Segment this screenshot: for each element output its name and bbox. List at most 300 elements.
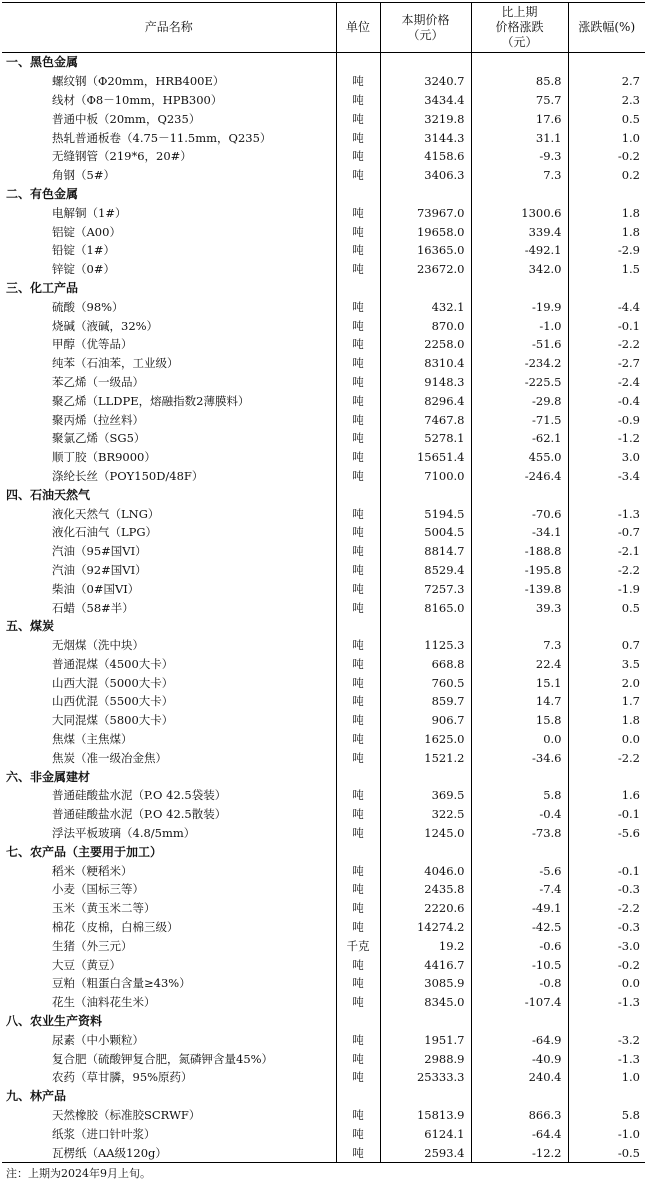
table-row <box>2 655 645 674</box>
change-pct-cell: -1.3 <box>568 1049 645 1068</box>
change-pct-cell: 1.0 <box>568 1068 645 1087</box>
product-name-cell: 硫酸（98%） <box>52 299 124 314</box>
unit-cell: 吨 <box>336 561 380 580</box>
table-row <box>2 1049 645 1068</box>
current-price-cell: 8165.0 <box>380 598 471 617</box>
current-price-cell: 6124.1 <box>380 1124 471 1143</box>
product-name-cell: 热轧普通板卷（4.75－11.5mm，Q235） <box>52 130 272 145</box>
header-unit: 单位 <box>336 3 380 53</box>
unit-cell: 吨 <box>336 542 380 561</box>
table-row <box>2 354 645 373</box>
empty-cell <box>380 842 471 861</box>
current-price-cell: 5194.5 <box>380 504 471 523</box>
unit-cell: 吨 <box>336 955 380 974</box>
unit-cell: 吨 <box>336 1068 380 1087</box>
product-name-cell: 小麦（国标三等） <box>52 882 144 897</box>
category-row <box>2 185 645 204</box>
header-product-name: 产品名称 <box>2 3 336 53</box>
price-change-cell: 240.4 <box>471 1068 568 1087</box>
current-price-cell: 16365.0 <box>380 241 471 260</box>
price-change-cell: -0.6 <box>471 936 568 955</box>
change-pct-cell: 1.7 <box>568 692 645 711</box>
current-price-cell: 2220.6 <box>380 899 471 918</box>
change-pct-cell: 2.7 <box>568 72 645 91</box>
price-change-cell: -10.5 <box>471 955 568 974</box>
category-title: 八、农业生产资料 <box>6 1014 103 1029</box>
product-name-cell: 豆粕（粗蛋白含量≥43%） <box>52 976 191 991</box>
product-name-cell: 普通硅酸盐水泥（P.O 42.5袋装） <box>52 788 227 803</box>
product-name-cell: 锌锭（0#） <box>52 262 115 277</box>
product-name-cell: 焦煤（主焦煤） <box>52 732 133 747</box>
category-title: 三、化工产品 <box>6 280 79 295</box>
unit-cell: 吨 <box>336 993 380 1012</box>
price-change-cell: -492.1 <box>471 241 568 260</box>
change-pct-cell: -2.2 <box>568 748 645 767</box>
price-change-cell: -19.9 <box>471 297 568 316</box>
current-price-cell: 322.5 <box>380 805 471 824</box>
product-name-cell: 棉花（皮棉，白棉三级） <box>52 920 179 935</box>
change-pct-cell: -0.3 <box>568 918 645 937</box>
category-row <box>2 767 645 786</box>
table-row <box>2 297 645 316</box>
unit-cell: 吨 <box>336 72 380 91</box>
empty-cell <box>380 185 471 204</box>
unit-cell: 吨 <box>336 410 380 429</box>
empty-cell <box>568 1012 645 1031</box>
price-change-cell: -9.3 <box>471 147 568 166</box>
product-name-cell: 生猪（外三元） <box>52 938 133 953</box>
change-pct-cell: -0.1 <box>568 316 645 335</box>
product-name-cell: 柴油（0#国VI） <box>52 581 140 596</box>
change-pct-cell: -3.0 <box>568 936 645 955</box>
table-row <box>2 579 645 598</box>
table-header <box>2 3 645 53</box>
current-price-cell: 1521.2 <box>380 748 471 767</box>
price-change-cell: -188.8 <box>471 542 568 561</box>
category-row <box>2 53 645 72</box>
price-change-cell: -12.2 <box>471 1143 568 1162</box>
current-price-cell: 3085.9 <box>380 974 471 993</box>
product-name-cell: 苯乙烯（一级品） <box>52 374 144 389</box>
unit-cell: 吨 <box>336 297 380 316</box>
unit-cell: 吨 <box>336 354 380 373</box>
unit-cell: 吨 <box>336 655 380 674</box>
price-change-cell: -64.4 <box>471 1124 568 1143</box>
table-row <box>2 1030 645 1049</box>
empty-cell <box>336 767 380 786</box>
price-change-cell: 455.0 <box>471 448 568 467</box>
price-change-cell: -42.5 <box>471 918 568 937</box>
price-change-cell: -71.5 <box>471 410 568 429</box>
current-price-cell: 668.8 <box>380 655 471 674</box>
change-pct-cell: 2.3 <box>568 91 645 110</box>
current-price-cell: 1625.0 <box>380 730 471 749</box>
category-row <box>2 279 645 298</box>
table-row <box>2 373 645 392</box>
current-price-cell: 870.0 <box>380 316 471 335</box>
unit-cell: 吨 <box>336 748 380 767</box>
unit-cell: 吨 <box>336 504 380 523</box>
product-name-cell: 甲醇（优等品） <box>52 337 133 352</box>
change-pct-cell: -2.2 <box>568 899 645 918</box>
change-pct-cell: -1.0 <box>568 1124 645 1143</box>
product-name-cell: 聚丙烯（拉丝料） <box>52 412 144 427</box>
product-name-cell: 线材（Φ8－10mm，HPB300） <box>52 92 223 107</box>
change-pct-cell: -4.4 <box>568 297 645 316</box>
table-row <box>2 260 645 279</box>
table-row <box>2 316 645 335</box>
price-change-cell: -195.8 <box>471 561 568 580</box>
current-price-cell: 7257.3 <box>380 579 471 598</box>
change-pct-cell: -2.7 <box>568 354 645 373</box>
category-row <box>2 485 645 504</box>
price-change-cell: -70.6 <box>471 504 568 523</box>
unit-cell: 吨 <box>336 373 380 392</box>
unit-cell: 吨 <box>336 91 380 110</box>
price-change-cell: 7.3 <box>471 636 568 655</box>
empty-cell <box>380 767 471 786</box>
current-price-cell: 4046.0 <box>380 861 471 880</box>
price-change-cell: -73.8 <box>471 824 568 843</box>
change-pct-cell: -0.3 <box>568 880 645 899</box>
empty-cell <box>471 185 568 204</box>
change-pct-cell: -0.9 <box>568 410 645 429</box>
unit-cell: 吨 <box>336 1124 380 1143</box>
current-price-cell: 432.1 <box>380 297 471 316</box>
change-pct-cell: 1.8 <box>568 222 645 241</box>
current-price-cell: 7467.8 <box>380 410 471 429</box>
category-title: 七、农产品（主要用于加工） <box>6 844 163 859</box>
empty-cell <box>471 1087 568 1106</box>
table-body <box>2 53 645 1163</box>
current-price-cell: 2593.4 <box>380 1143 471 1162</box>
table-row <box>2 805 645 824</box>
category-title: 九、林产品 <box>6 1089 67 1104</box>
current-price-cell: 9148.3 <box>380 373 471 392</box>
empty-cell <box>568 617 645 636</box>
current-price-cell: 760.5 <box>380 673 471 692</box>
product-name-cell: 无缝钢管（219*6，20#） <box>52 149 192 164</box>
current-price-cell: 5278.1 <box>380 429 471 448</box>
current-price-cell: 3406.3 <box>380 166 471 185</box>
product-name-cell: 石蜡（58#半） <box>52 600 134 615</box>
current-price-cell: 1951.7 <box>380 1030 471 1049</box>
change-pct-cell: 3.5 <box>568 655 645 674</box>
table-row <box>2 1143 645 1162</box>
current-price-cell: 3219.8 <box>380 109 471 128</box>
table-row <box>2 429 645 448</box>
empty-cell <box>568 767 645 786</box>
current-price-cell: 8814.7 <box>380 542 471 561</box>
price-change-cell: 5.8 <box>471 786 568 805</box>
change-pct-cell: -0.1 <box>568 805 645 824</box>
unit-cell: 吨 <box>336 109 380 128</box>
current-price-cell: 4158.6 <box>380 147 471 166</box>
table-row <box>2 542 645 561</box>
current-price-cell: 1245.0 <box>380 824 471 843</box>
header-current-price: 本期价格 （元） <box>380 3 471 53</box>
unit-cell: 吨 <box>336 316 380 335</box>
product-name-cell: 浮法平板玻璃（4.8/5mm） <box>52 826 196 841</box>
current-price-cell: 19658.0 <box>380 222 471 241</box>
unit-cell: 吨 <box>336 974 380 993</box>
table-row <box>2 711 645 730</box>
table-row <box>2 1068 645 1087</box>
table-row <box>2 918 645 937</box>
current-price-cell: 859.7 <box>380 692 471 711</box>
product-name-cell: 稻米（粳稻米） <box>52 863 133 878</box>
unit-cell: 吨 <box>336 861 380 880</box>
unit-cell: 吨 <box>336 824 380 843</box>
price-change-cell: -5.6 <box>471 861 568 880</box>
table-row <box>2 673 645 692</box>
price-change-cell: -7.4 <box>471 880 568 899</box>
table-row <box>2 147 645 166</box>
current-price-cell: 15813.9 <box>380 1106 471 1125</box>
table-row <box>2 880 645 899</box>
change-pct-cell: -0.1 <box>568 861 645 880</box>
price-change-cell: 7.3 <box>471 166 568 185</box>
price-change-cell: 339.4 <box>471 222 568 241</box>
table-row <box>2 936 645 955</box>
unit-cell: 吨 <box>336 448 380 467</box>
change-pct-cell: -2.4 <box>568 373 645 392</box>
product-name-cell: 天然橡胶（标准胶SCRWF） <box>52 1108 201 1123</box>
change-pct-cell: -3.4 <box>568 467 645 486</box>
change-pct-cell: 1.0 <box>568 128 645 147</box>
price-change-cell: 342.0 <box>471 260 568 279</box>
change-pct-cell: 0.5 <box>568 109 645 128</box>
change-pct-cell: -0.2 <box>568 147 645 166</box>
unit-cell: 吨 <box>336 711 380 730</box>
current-price-cell: 1125.3 <box>380 636 471 655</box>
unit-cell: 吨 <box>336 692 380 711</box>
category-title: 一、黑色金属 <box>6 55 79 70</box>
change-pct-cell: -0.2 <box>568 955 645 974</box>
empty-cell <box>471 279 568 298</box>
product-name-cell: 农药（草甘膦，95%原药） <box>52 1070 193 1085</box>
price-change-cell: -34.6 <box>471 748 568 767</box>
price-change-cell: 15.8 <box>471 711 568 730</box>
product-name-cell: 普通中板（20mm，Q235） <box>52 111 201 126</box>
product-name-cell: 液化石油气（LPG） <box>52 525 158 540</box>
empty-cell <box>471 485 568 504</box>
empty-cell <box>380 485 471 504</box>
product-name-cell: 铝锭（A00） <box>52 224 121 239</box>
product-name-cell: 汽油（95#国VI） <box>52 544 147 559</box>
empty-cell <box>568 842 645 861</box>
product-name-cell: 电解铜（1#） <box>52 205 127 220</box>
change-pct-cell: -2.9 <box>568 241 645 260</box>
empty-cell <box>336 842 380 861</box>
price-change-cell: 0.0 <box>471 730 568 749</box>
current-price-cell: 15651.4 <box>380 448 471 467</box>
empty-cell <box>568 53 645 72</box>
empty-cell <box>336 485 380 504</box>
change-pct-cell: 3.0 <box>568 448 645 467</box>
unit-cell: 吨 <box>336 429 380 448</box>
current-price-cell: 3434.4 <box>380 91 471 110</box>
product-name-cell: 复合肥（硫酸钾复合肥，氮磷钾含量45%） <box>52 1051 274 1066</box>
table-row <box>2 128 645 147</box>
category-title: 五、煤炭 <box>6 619 55 634</box>
unit-cell: 吨 <box>336 918 380 937</box>
footnote: 注：上期为2024年9月上旬。 <box>6 1167 151 1180</box>
change-pct-cell: 0.0 <box>568 974 645 993</box>
table-row <box>2 166 645 185</box>
current-price-cell: 369.5 <box>380 786 471 805</box>
price-change-cell: -234.2 <box>471 354 568 373</box>
current-price-cell: 3240.7 <box>380 72 471 91</box>
unit-cell: 千克 <box>336 936 380 955</box>
empty-cell <box>380 53 471 72</box>
product-name-cell: 顺丁胶（BR9000） <box>52 450 156 465</box>
table-row <box>2 504 645 523</box>
empty-cell <box>568 485 645 504</box>
change-pct-cell: 1.8 <box>568 711 645 730</box>
change-pct-cell: -0.7 <box>568 523 645 542</box>
table-row <box>2 391 645 410</box>
product-name-cell: 普通混煤（4500大卡） <box>52 656 174 671</box>
unit-cell: 吨 <box>336 1143 380 1162</box>
current-price-cell: 4416.7 <box>380 955 471 974</box>
unit-cell: 吨 <box>336 786 380 805</box>
price-table-container <box>2 2 645 1163</box>
unit-cell: 吨 <box>336 203 380 222</box>
table-row <box>2 730 645 749</box>
price-change-cell: -139.8 <box>471 579 568 598</box>
current-price-cell: 73967.0 <box>380 203 471 222</box>
table-row <box>2 561 645 580</box>
unit-cell: 吨 <box>336 222 380 241</box>
current-price-cell: 906.7 <box>380 711 471 730</box>
current-price-cell: 8296.4 <box>380 391 471 410</box>
unit-cell: 吨 <box>336 579 380 598</box>
table-row <box>2 974 645 993</box>
category-title: 六、非金属建材 <box>6 769 91 784</box>
table-row <box>2 748 645 767</box>
unit-cell: 吨 <box>336 241 380 260</box>
empty-cell <box>336 1012 380 1031</box>
current-price-cell: 23672.0 <box>380 260 471 279</box>
empty-cell <box>568 279 645 298</box>
price-change-cell: -107.4 <box>471 993 568 1012</box>
unit-cell: 吨 <box>336 391 380 410</box>
unit-cell: 吨 <box>336 598 380 617</box>
product-name-cell: 聚乙烯（LLDPE，熔融指数2薄膜料） <box>52 393 250 408</box>
unit-cell: 吨 <box>336 805 380 824</box>
table-row <box>2 72 645 91</box>
unit-cell: 吨 <box>336 523 380 542</box>
unit-cell: 吨 <box>336 467 380 486</box>
table-row <box>2 335 645 354</box>
product-name-cell: 无烟煤（洗中块） <box>52 638 144 653</box>
price-change-cell: 22.4 <box>471 655 568 674</box>
price-change-cell: 1300.6 <box>471 203 568 222</box>
table-row <box>2 222 645 241</box>
current-price-cell: 7100.0 <box>380 467 471 486</box>
unit-cell: 吨 <box>336 128 380 147</box>
product-name-cell: 纯苯（石油苯，工业级） <box>52 356 179 371</box>
product-name-cell: 尿素（中小颗粒） <box>52 1032 144 1047</box>
product-name-cell: 焦炭（准一级冶金焦） <box>52 750 167 765</box>
product-name-cell: 汽油（92#国VI） <box>52 562 147 577</box>
change-pct-cell: 5.8 <box>568 1106 645 1125</box>
price-table <box>2 2 645 1163</box>
change-pct-cell: -0.4 <box>568 391 645 410</box>
table-row <box>2 523 645 542</box>
change-pct-cell: -2.1 <box>568 542 645 561</box>
empty-cell <box>568 185 645 204</box>
empty-cell <box>568 1087 645 1106</box>
unit-cell: 吨 <box>336 335 380 354</box>
table-row <box>2 861 645 880</box>
table-row <box>2 241 645 260</box>
empty-cell <box>336 185 380 204</box>
change-pct-cell: 1.5 <box>568 260 645 279</box>
unit-cell: 吨 <box>336 1030 380 1049</box>
table-row <box>2 786 645 805</box>
category-title: 二、有色金属 <box>6 186 79 201</box>
empty-cell <box>380 1087 471 1106</box>
table-row <box>2 467 645 486</box>
change-pct-cell: -0.5 <box>568 1143 645 1162</box>
table-row <box>2 993 645 1012</box>
product-name-cell: 铅锭（1#） <box>52 243 115 258</box>
product-name-cell: 液化天然气（LNG） <box>52 506 160 521</box>
product-name-cell: 瓦楞纸（AA级120g） <box>2 1143 336 1162</box>
table-row <box>2 1106 645 1125</box>
current-price-cell: 2435.8 <box>380 880 471 899</box>
product-name-cell: 涤纶长丝（POY150D/48F） <box>52 468 204 483</box>
empty-cell <box>471 767 568 786</box>
product-name-cell: 螺纹钢（Φ20mm，HRB400E） <box>52 74 225 89</box>
change-pct-cell: 2.0 <box>568 673 645 692</box>
price-change-cell: 14.7 <box>471 692 568 711</box>
change-pct-cell: 1.8 <box>568 203 645 222</box>
category-row <box>2 1087 645 1106</box>
header-change-pct: 涨跌幅(%) <box>568 3 645 53</box>
table-row <box>2 692 645 711</box>
table-row <box>2 109 645 128</box>
price-change-cell: -0.4 <box>471 805 568 824</box>
empty-cell <box>380 617 471 636</box>
change-pct-cell: -5.6 <box>568 824 645 843</box>
product-name-cell: 烧碱（液碱，32%） <box>52 318 159 333</box>
table-row <box>2 91 645 110</box>
current-price-cell: 14274.2 <box>380 918 471 937</box>
empty-cell <box>471 1012 568 1031</box>
current-price-cell: 8345.0 <box>380 993 471 1012</box>
change-pct-cell: -1.3 <box>568 504 645 523</box>
empty-cell <box>471 53 568 72</box>
change-pct-cell: -2.2 <box>568 561 645 580</box>
table-row <box>2 598 645 617</box>
product-name-cell: 大豆（黄豆） <box>52 957 121 972</box>
change-pct-cell: 0.5 <box>568 598 645 617</box>
price-change-cell: -34.1 <box>471 523 568 542</box>
table-row <box>2 955 645 974</box>
price-change-cell: 39.3 <box>471 598 568 617</box>
price-change-cell: -51.6 <box>471 335 568 354</box>
unit-cell: 吨 <box>336 899 380 918</box>
product-name-cell: 花生（油料花生米） <box>52 995 156 1010</box>
category-row <box>2 1012 645 1031</box>
unit-cell: 吨 <box>336 730 380 749</box>
product-name-cell: 普通硅酸盐水泥（P.O 42.5散装） <box>52 807 227 822</box>
unit-cell: 吨 <box>336 166 380 185</box>
price-change-cell: 17.6 <box>471 109 568 128</box>
